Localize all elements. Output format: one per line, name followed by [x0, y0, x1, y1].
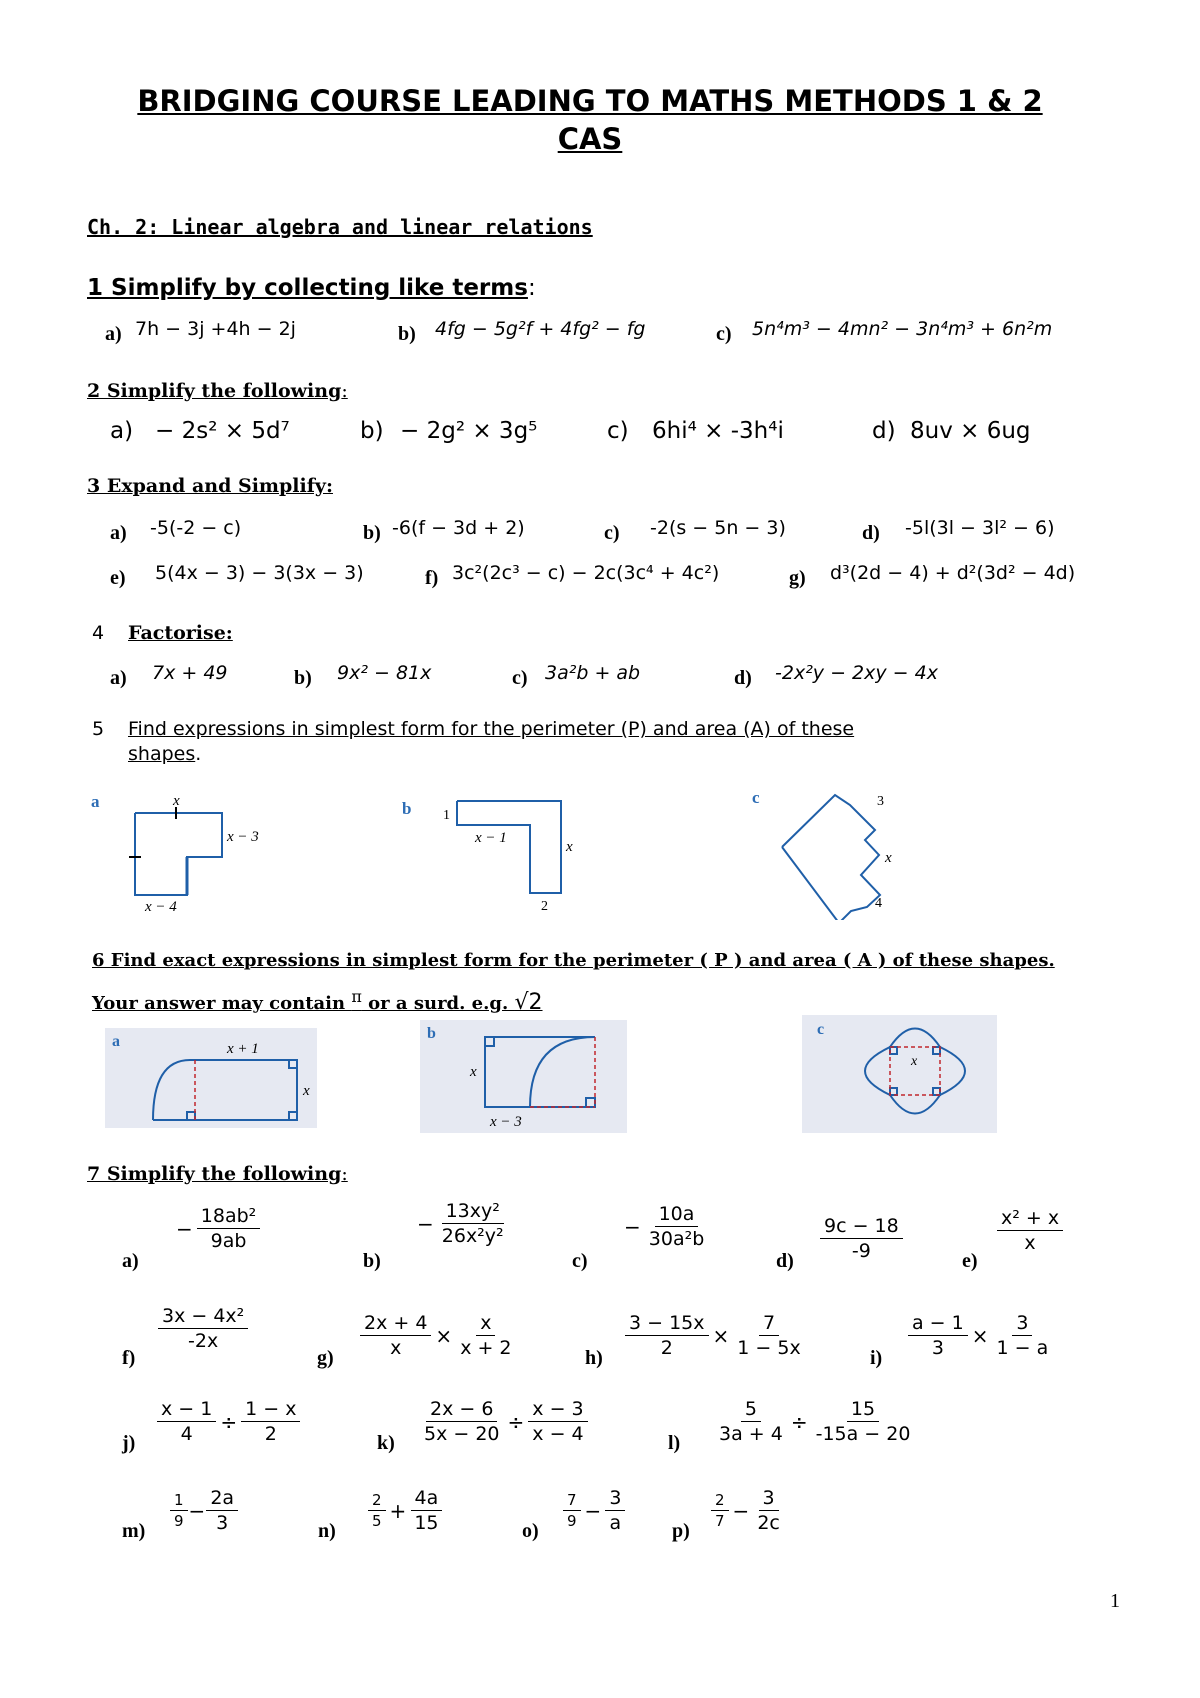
q7e-expr: $\frac{\text{x² + x}}{x}$ — [997, 1207, 1063, 1254]
q1b-expr: 4fg − 5g²f + 4fg² − fg — [435, 318, 646, 340]
q6c-inner: x — [911, 1054, 918, 1069]
q5c-mid: x — [885, 850, 892, 866]
q3g-label: g) — [789, 567, 806, 589]
q7a-expr: − $\frac{\text{18ab²}}{9ab}$ — [172, 1205, 260, 1252]
q4d-label: d) — [734, 667, 752, 689]
page-title-line1: BRIDGING COURSE LEADING TO MATHS METHODS 1 & 2 — [137, 84, 1043, 118]
page-title-line2: CAS — [557, 122, 623, 156]
q6-shapes — [105, 1015, 1005, 1135]
q6c-label: c — [817, 1021, 825, 1038]
q7m-expr: $\frac{1}{9}$ − $\frac{2a}{3}$ — [170, 1487, 238, 1534]
q7i-expr: $\frac{a - 1}{3}$ × $\frac{3}{1 - a}$ — [908, 1312, 1052, 1359]
q5-shape-c — [782, 795, 880, 920]
q5b-bottom: 2 — [541, 899, 548, 914]
q7p-label: p) — [672, 1520, 690, 1542]
q5a-top: x — [173, 793, 180, 809]
q1c-label: c) — [716, 323, 732, 345]
q5-shape-a — [129, 807, 222, 895]
q7o-label: o) — [522, 1520, 539, 1542]
q4-number: 4 — [92, 622, 105, 644]
q6a-right: x — [303, 1083, 310, 1099]
q5b-label: b — [402, 799, 412, 818]
q7g-expr: $\frac{2x + 4}{x}$ × $\frac{x}{x + 2}$ — [360, 1312, 516, 1359]
q5c-label: c — [752, 788, 760, 807]
q7d-expr: $\frac{9c - 18}{-9}$ — [820, 1215, 903, 1262]
q5c-bottom: 4 — [875, 896, 882, 911]
q5b-inner: x − 1 — [475, 830, 507, 846]
q7p-expr: $\frac{2}{7}$ − $\frac{3}{2c}$ — [711, 1487, 784, 1534]
q5-number: 5 — [92, 718, 105, 740]
q3f-label: f) — [425, 567, 439, 589]
q3g-expr: d³(2d − 4) + d²(3d² − 4d) — [830, 562, 1076, 584]
q7c-label: c) — [572, 1250, 588, 1272]
q2b-expr: − 2g² × 3g⁵ — [400, 418, 538, 444]
q4d-expr: -2x²y − 2xy − 4x — [775, 662, 938, 684]
q7h-expr: $\frac{3 - 15x}{2}$ × $\frac{7}{1 - 5x}$ — [625, 1312, 805, 1359]
q3d-expr: -5l(3l − 3l² − 6) — [905, 517, 1055, 539]
q6b-label: b — [427, 1025, 436, 1042]
q5-shape-b — [457, 801, 561, 893]
q1-heading: 1 Simplify by collecting like terms: — [87, 275, 536, 301]
q6-line2: Your answer may contain π or a surd. e.g. √2 — [92, 987, 543, 1015]
q5b-left: 1 — [443, 808, 450, 823]
q4a-label: a) — [110, 667, 127, 689]
q1a-label: a) — [105, 323, 122, 345]
q1a-expr: 7h − 3j +4h − 2j — [135, 318, 296, 340]
q7b-label: b) — [363, 1250, 381, 1272]
q7i-label: i) — [870, 1347, 883, 1369]
q3a-label: a) — [110, 522, 127, 544]
q2b-label: b) — [360, 418, 384, 444]
q2c-label: c) — [607, 418, 629, 444]
q6a-top: x + 1 — [227, 1041, 259, 1057]
q3e-expr: 5(4x − 3) − 3(3x − 3) — [155, 562, 364, 584]
q2-heading: 2 Simplify the following: — [87, 380, 348, 402]
q5b-right: x — [566, 839, 573, 855]
chapter-heading: Ch. 2: Linear algebra and linear relations — [87, 215, 593, 239]
q7j-expr: $\frac{x - 1}{4}$ ÷ $\frac{1 - x}{2}$ — [157, 1398, 300, 1445]
q4a-expr: 7x + 49 — [152, 662, 228, 684]
q5a-bottom: x − 4 — [145, 899, 177, 915]
q7b-expr: − $\frac{\text{13xy²}}{\text{26x²y²}}$ — [417, 1200, 504, 1247]
q6b-left: x — [470, 1064, 477, 1080]
q7g-label: g) — [317, 1347, 334, 1369]
q7a-label: a) — [122, 1250, 139, 1272]
q1c-expr: 5n⁴m³ − 4mn² − 3n⁴m³ + 6n²m — [752, 318, 1053, 340]
q6a-label: a — [112, 1033, 120, 1050]
q2a-label: a) — [110, 418, 134, 444]
q3d-label: d) — [862, 522, 880, 544]
q3e-label: e) — [110, 567, 126, 589]
q2c-expr: 6hi⁴ × -3h⁴i — [652, 418, 784, 444]
q7m-label: m) — [122, 1520, 146, 1542]
q4c-expr: 3a²b + ab — [545, 662, 641, 684]
q7n-expr: $\frac{2}{5}$ + $\frac{4a}{15}$ — [368, 1487, 443, 1534]
page-number: 1 — [1110, 1590, 1120, 1612]
q6-heading: 6 Find exact expressions in simplest form for the perimeter ( P ) and area ( A ) of these shapes. — [92, 950, 1055, 971]
q7o-expr: $\frac{7}{9}$ − $\frac{3}{a}$ — [563, 1487, 625, 1534]
q5-heading-line1: Find expressions in simplest form for the perimeter (P) and area (A) of these — [128, 718, 855, 740]
q4b-label: b) — [294, 667, 312, 689]
q2a-expr: − 2s² × 5d⁷ — [155, 418, 290, 444]
q3c-expr: -2(s − 5n − 3) — [650, 517, 786, 539]
q1b-label: b) — [398, 323, 416, 345]
q4c-label: c) — [512, 667, 528, 689]
q7d-label: d) — [776, 1250, 794, 1272]
q7h-label: h) — [585, 1347, 603, 1369]
q7k-expr: $\frac{2x - 6}{5x - 20}$ ÷ $\frac{x - 3}{x - 4}$ — [420, 1398, 588, 1445]
q4-heading: Factorise: — [128, 622, 233, 644]
q7c-expr: − $\frac{10a}{\text{30a²b}}$ — [624, 1203, 705, 1250]
q5a-right: x − 3 — [227, 829, 259, 845]
q7-heading: 7 Simplify the following: — [87, 1163, 348, 1185]
q3b-label: b) — [363, 522, 381, 544]
q4b-expr: 9x² − 81x — [337, 662, 432, 684]
q7n-label: n) — [318, 1520, 336, 1542]
q3-heading: 3 Expand and Simplify: — [87, 475, 333, 497]
q7e-label: e) — [962, 1250, 978, 1272]
q3b-expr: -6(f − 3d + 2) — [392, 517, 525, 539]
q5c-top: 3 — [877, 794, 884, 809]
q3f-expr: 3c²(2c³ − c) − 2c(3c⁴ + 4c²) — [452, 562, 720, 584]
q7f-expr: $\frac{\text{3x − 4x²}}{-2x}$ — [158, 1305, 248, 1352]
q7j-label: j) — [122, 1432, 136, 1454]
q2d-label: d) — [872, 418, 896, 444]
q5a-label: a — [91, 792, 100, 811]
q7k-label: k) — [377, 1432, 395, 1454]
q7l-expr: $\frac{5}{3a + 4}$ ÷ $\frac{15}{-15a - 20}$ — [719, 1398, 911, 1445]
q5-heading-line2: shapes. — [128, 743, 202, 765]
q7l-label: l) — [668, 1432, 681, 1454]
q7f-label: f) — [122, 1347, 136, 1369]
q2d-expr: 8uv × 6ug — [910, 418, 1031, 444]
q6b-bottom: x − 3 — [490, 1114, 522, 1130]
q5-shapes — [85, 785, 1135, 920]
q3a-expr: -5(-2 − c) — [150, 517, 242, 539]
q3c-label: c) — [604, 522, 620, 544]
